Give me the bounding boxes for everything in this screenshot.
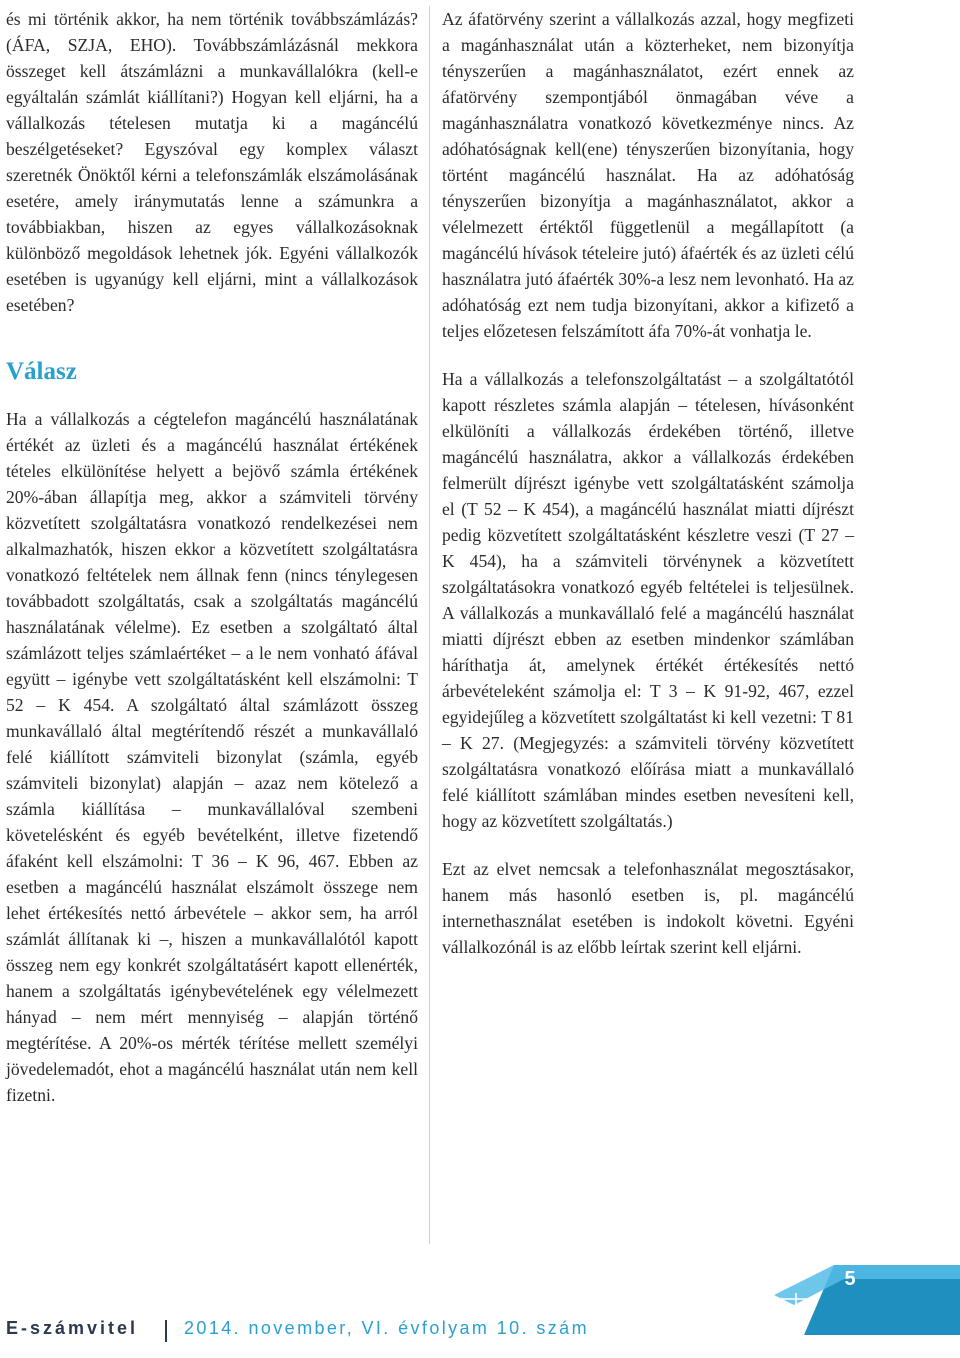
vat-paragraph: Az áfatörvény szerint a vállalkozás azzal, hogy megfizeti a magánhasználat után a közterheket, nem bizonyítja tényszerűen a magánhasználatot, ezért ennek az áfatörvény szempontjából önmagában véve a magánhasználatra vonatkozó következménye nincs. Az adóhatóságnak kell(ene) tényszerűen bizonyítania, hogy történt magáncélú használat. Ha az adóhatóság tényszerűen bizonyítja a magánhasználatot, akkor a vélelmezett értéktől függetlenül a megállapított (a magáncélú hívások tételeire jutó) áfaérték és az üzleti célú használatra jutó áfaérték 30%-a lesz nem levonható. Ha az adóhatóság ezt nem tudja bizonyítani, akkor a kifizető a teljes előzetesen felszámított áfa 70%-át vonhatja le. — [442, 9, 854, 341]
left-column — [6, 6, 418, 1108]
footer-brand: E-számvitel — [6, 1318, 139, 1338]
page-number: 5 — [844, 1268, 856, 1290]
question-paragraph: és mi történik akkor, ha nem történik továbbszámlázás? (ÁFA, SZJA, EHO). Továbbszámlázásnál mekkora összeget kell átszámlázni a munkavállalókra (kell-e egyáltalán számlát kiállítani?) Hogyan kell eljárni, ha a vállalkozás tételesen mutatja ki a magáncélú beszélgetéseket? Egyszóval egy komplex választ szeretnék Önöktől kérni a telefonszámlák elszámolásának esetére, amely iránymutatás lenne a számunkra a továbbiakban, hiszen az egyes vállalkozásoknak különböző megoldások lehetnek jók. Egyéni vállalkozók esetében is ugyanúgy kell eljárni, mint a vállalkozások esetében? — [6, 9, 418, 315]
conclusion-paragraph: Ezt az elvet nemcsak a telefonhasználat megosztásakor, hanem más hasonló esetben is, pl. magáncélú internethasználat esetében is indokolt követni. Egyéni vállalkozónál is az előbb leírtak szerint kell eljárni. — [442, 859, 854, 957]
answer-paragraph: Ha a vállalkozás a cégtelefon magáncélú használatának értékét az üzleti és a magáncélú használat értékének tételes elkülönítése helyett a bejövő számla értékének 20%-ában állapítja meg, akkor a számviteli törvény közvetített szolgáltatásra vonatkozó rendelkezései nem alkalmazhatók, hiszen ekkor a közvetített szolgáltatásra vonatkozó feltételek nem állnak fenn (nincs ténylegesen továbbadott szolgáltatás, csak a szolgáltatás magáncélú használatának vélelme). Ez esetben a szolgáltató által számlázott teljes számlaértéket – a le nem vonható áfával együtt – igénybe vett szolgáltatásként kell elszámolni: T 52 – K 454. A szolgáltató által számlázott összeg munkavállaló által megtérítendő részét a munkavállaló felé kiállított számviteli bizonylat (számla, egyéb számviteli bizonylat) alapján – azaz nem kötelező a számla kiállítása – munkavállalóval szembeni követelésként és egyéb bevételként, illetve fizetendő áfaként kell elszámolni: T 36 – K 96, 467. Ebben az esetben a magáncélú használat elszámolt összege nem lehet értékesítés nettó árbevétele – akkor sem, ha arról számlát állítanak ki –, hiszen a munkavállalótól kapott összeg nem egy konkrét szolgáltatásért kapott ellenérték, hanem a szolgáltatás igénybevételének egy vélelmezett hányad – nem mért mennyiség – alapján történő megtérítése. A 20%-os mérték térítése mellett személyi jövedelemadót, ehot a magáncélú használat után nem kell fizetni. — [6, 409, 418, 1105]
answer-heading: Válasz — [6, 358, 77, 385]
itemized-paragraph: Ha a vállalkozás a telefonszolgáltatást – a szolgáltatótól kapott részletes számla alapján – tételesen, hívásonként elkülöníti a vállalkozás érdekében történő, illetve magáncélú használatra, akkor a vállalkozás érdekében felmerült díjrészt igénybe vett szolgáltatásként számolja el (T 52 – K 454), a magáncélú használat miatti díjrészt pedig közvetített szolgáltatásként készletre veszi (T 27 – K 454), ha a számviteli törvénynek a közvetített szolgáltatásokra vonatkozó egyéb feltételei is teljesülnek. A vállalkozás a munkavállaló felé a magáncélú használat miatti díjrészt ebben az esetben mindenkor számlában háríthatja át, amelynek értékét értékesítés nettó árbevételeként számolja el: T 3 – K 91-92, 467, ezzel egyidejűleg a közvetített szolgáltatást ki kell vezetni: T 81 – K 27. (Megjegyzés: a számviteli törvény közvetített szolgáltatásra vonatkozó előírása miatt a munkavállaló felé kiállított számlában mindes esetben nevesíteni kell, hogy az közvetített szolgáltatás.) — [442, 369, 854, 831]
column-divider — [429, 6, 430, 1244]
footer-separator — [165, 1320, 167, 1342]
footer — [0, 1318, 960, 1358]
right-column — [442, 6, 854, 960]
footer-issue: 2014. november, VI. évfolyam 10. szám — [184, 1318, 589, 1338]
